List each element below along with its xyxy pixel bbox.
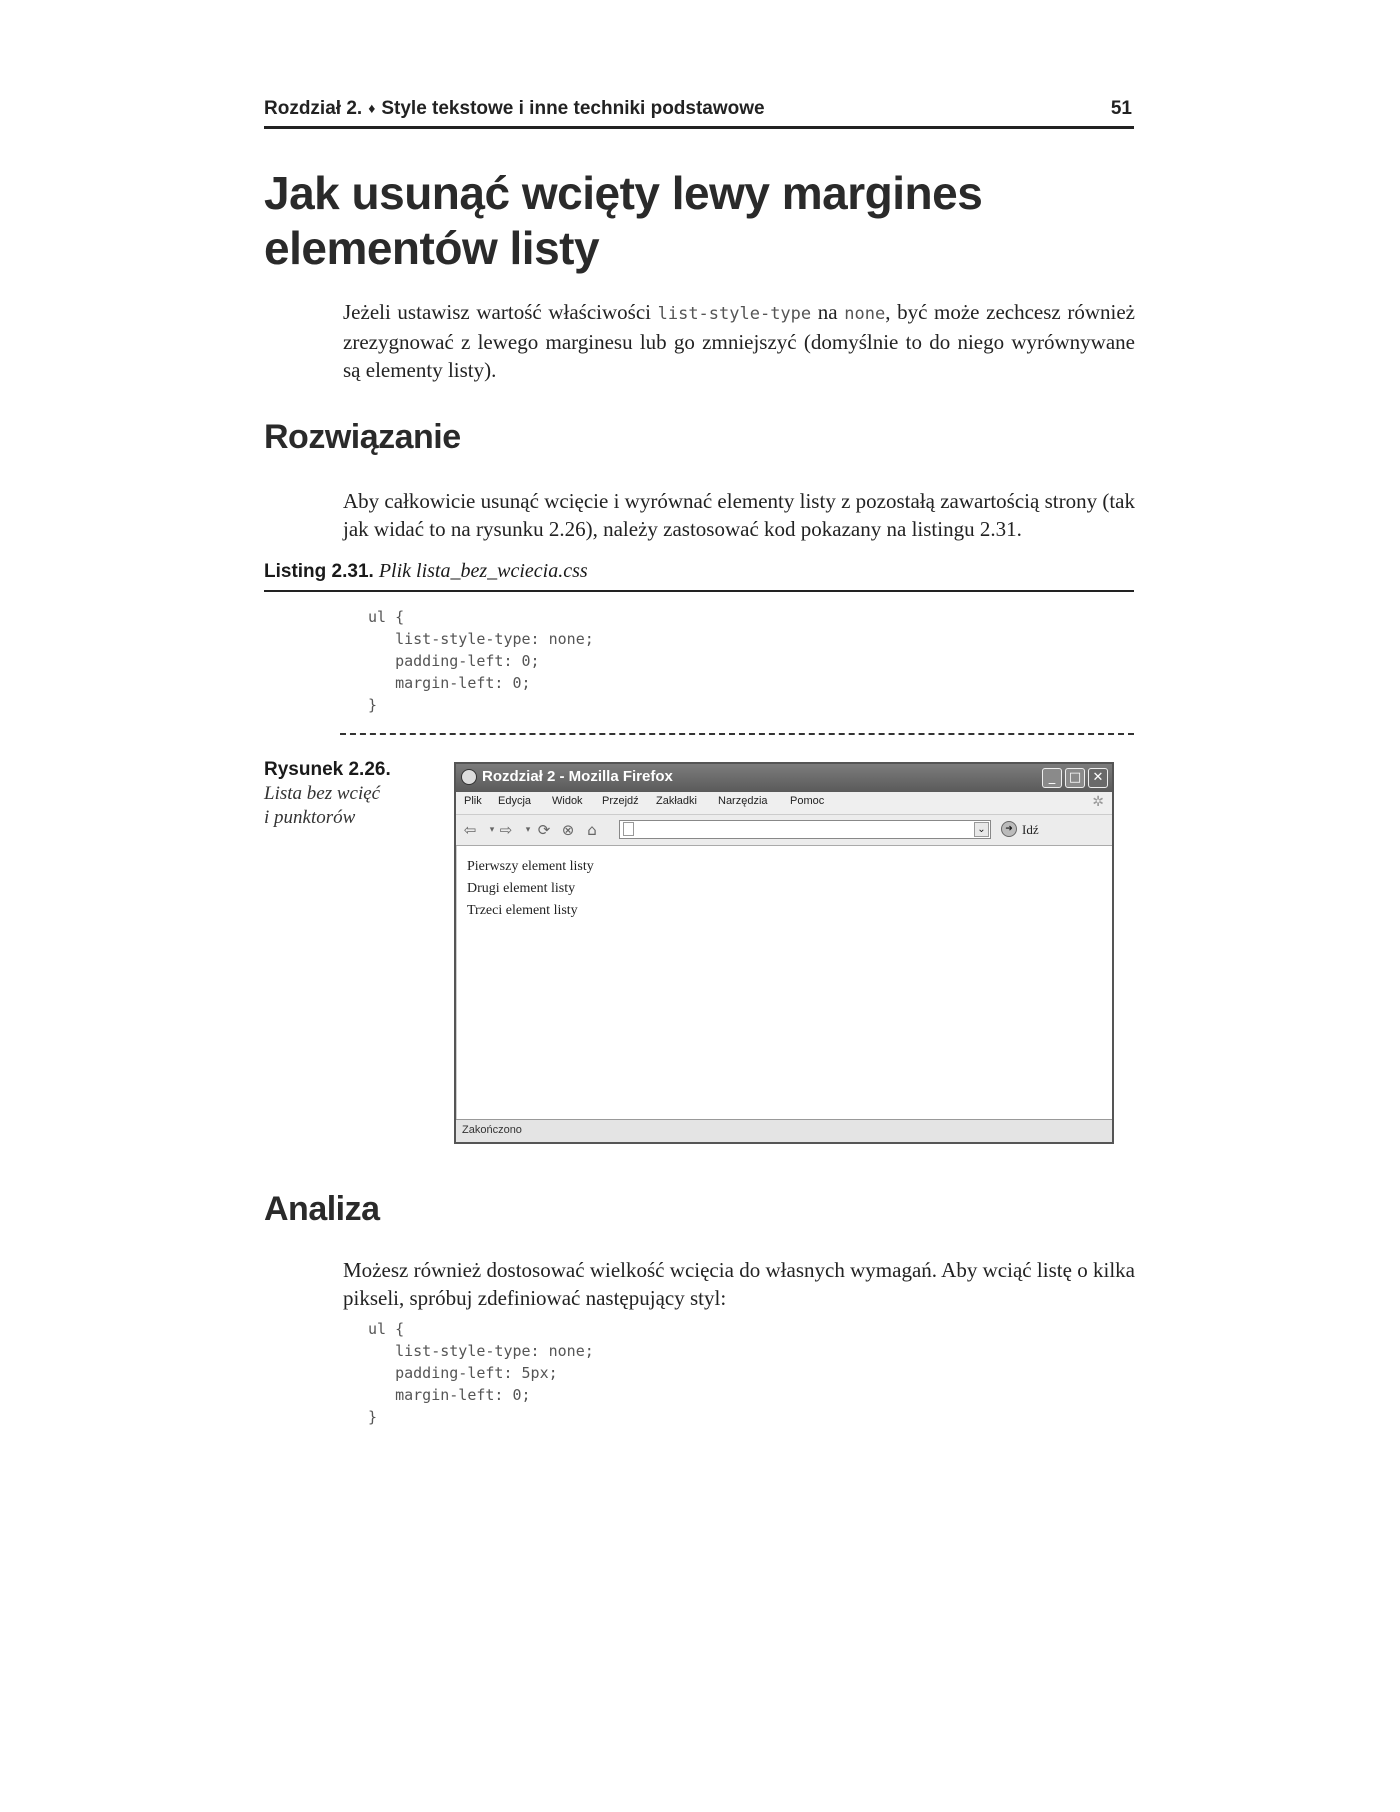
listing-label: Listing 2.31.: [264, 561, 374, 582]
back-arrow-icon[interactable]: ⇦: [463, 821, 477, 839]
navigation-toolbar: [456, 815, 1112, 846]
solution-heading: Rozwiązanie: [264, 418, 461, 456]
intro-code-1: list-style-type: [657, 304, 812, 324]
listing-end-rule: [340, 733, 1134, 735]
close-icon[interactable]: ✕: [1088, 768, 1108, 788]
intro-text-2: na: [811, 300, 845, 324]
code-line: padding-left: 0;: [368, 652, 540, 670]
window-titlebar[interactable]: [456, 764, 1112, 792]
code-line: margin-left: 0;: [368, 674, 531, 692]
intro-code-2: none: [844, 304, 886, 324]
window-title: Rozdział 2 - Mozilla Firefox: [482, 768, 673, 785]
throbber-icon: ✲: [1092, 795, 1104, 810]
chevron-down-icon[interactable]: ⌄: [974, 822, 989, 837]
back-dropdown-icon[interactable]: ▾: [489, 825, 495, 835]
menu-item-przejdz[interactable]: Przejdź: [602, 795, 639, 807]
code-line: ul {: [368, 1320, 405, 1338]
minimize-icon[interactable]: _: [1042, 768, 1062, 788]
menu-item-plik[interactable]: Plik: [464, 795, 482, 807]
figure-label: Rysunek 2.26.: [264, 759, 391, 780]
listing-caption: [264, 560, 1134, 592]
listing-code-block: [368, 606, 594, 716]
browser-content-area: [456, 846, 1112, 1120]
analysis-paragraph: Możesz również dostosować wielkość wcięcia do własnych wymagań. Aby wciąć listę o kilka pikseli, spróbuj zdefiniować następujący styl:: [343, 1258, 1135, 1310]
page-title: [264, 166, 1164, 276]
home-icon[interactable]: ⌂: [587, 821, 597, 839]
page-number: 51: [1110, 98, 1132, 119]
menu-item-zakladki[interactable]: Zakładki: [656, 795, 697, 807]
figure-caption: [264, 758, 404, 830]
page-list: [467, 856, 594, 922]
menu-item-edycja[interactable]: Edycja: [498, 795, 532, 807]
figure-caption-line-1: Lista bez wcięć: [264, 783, 381, 804]
status-text: Zakończono: [462, 1124, 522, 1136]
code-line: list-style-type: none;: [368, 1342, 594, 1360]
menu-bar: [456, 792, 1112, 815]
figure-caption-line-2: i punktorów: [264, 807, 356, 828]
intro-text-3: , być może zechcesz również zrezygnować z lewego marginesu lub go zmniejszyć (domyślnie to do niego wyrównywane są elementy listy).: [343, 300, 1135, 382]
analysis-heading: Analiza: [264, 1190, 380, 1228]
code-line: margin-left: 0;: [368, 1386, 531, 1404]
menu-item-widok[interactable]: Widok: [552, 795, 583, 807]
analysis-code-block: [368, 1318, 594, 1428]
list-item: Pierwszy element listy: [467, 859, 594, 874]
go-icon[interactable]: ➜: [1001, 821, 1017, 837]
list-item: Drugi element listy: [467, 881, 576, 896]
chapter-title: Style tekstowe i inne techniki podstawowe: [381, 98, 765, 119]
code-line: ul {: [368, 608, 405, 626]
maximize-icon[interactable]: □: [1065, 768, 1085, 788]
forward-arrow-icon[interactable]: ⇨: [499, 821, 513, 839]
code-line: }: [368, 1408, 378, 1426]
go-button-label[interactable]: Idź: [1022, 822, 1039, 837]
page-icon: [623, 822, 634, 836]
chapter-number: Rozdział 2.: [264, 98, 363, 119]
stop-icon[interactable]: ⊗: [561, 821, 575, 839]
solution-paragraph: Aby całkowicie usunąć wcięcie i wyrównać elementy listy z pozostałą zawartością strony (tak jak widać to na rysunku 2.26), należy zastosować kod pokazany na listingu 2.31.: [343, 489, 1135, 541]
intro-text-1: Jeżeli ustawisz wartość właściwości: [343, 300, 658, 324]
running-head-left: [264, 98, 765, 120]
code-line: padding-left: 5px;: [368, 1364, 558, 1382]
forward-dropdown-icon[interactable]: ▾: [525, 825, 531, 835]
running-head: [264, 96, 1134, 129]
title-line-2: elementów listy: [264, 222, 600, 274]
status-bar: [456, 1119, 1112, 1142]
url-input[interactable]: [619, 820, 991, 839]
browser-window: [454, 762, 1114, 1144]
title-line-1: Jak usunąć wcięty lewy margines: [264, 167, 983, 219]
reload-icon[interactable]: ⟳: [537, 821, 551, 839]
listing-file-name: Plik lista_bez_wciecia.css: [378, 560, 588, 582]
intro-paragraph: [343, 298, 1135, 384]
menu-item-pomoc[interactable]: Pomoc: [790, 795, 825, 807]
diamond-separator-icon: ♦: [368, 100, 376, 116]
firefox-logo-icon: [461, 769, 477, 785]
code-line: }: [368, 696, 378, 714]
code-line: list-style-type: none;: [368, 630, 594, 648]
list-item: Trzeci element listy: [467, 903, 578, 918]
menu-item-narzedzia[interactable]: Narzędzia: [718, 795, 768, 807]
